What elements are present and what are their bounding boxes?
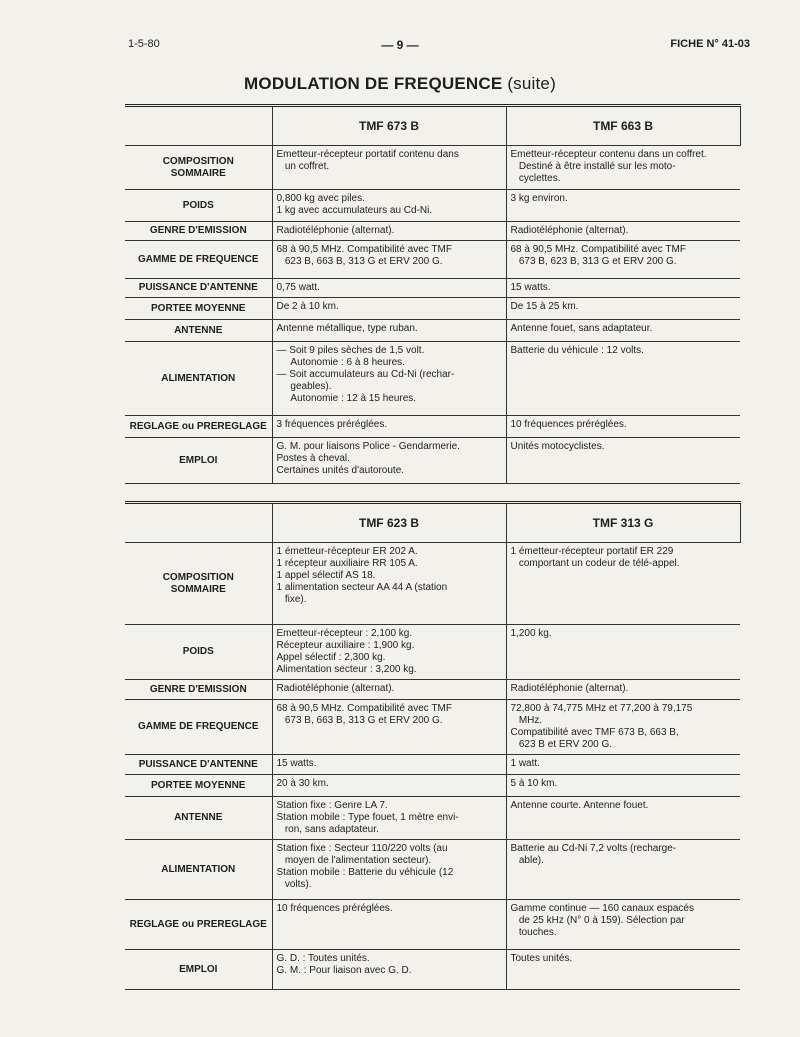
table-row <box>125 279 740 298</box>
spec-value: Radiotéléphonie (alternat). <box>506 680 740 700</box>
table-corner <box>125 106 272 146</box>
spec-value: 3 fréquences préréglées. <box>272 416 506 438</box>
spec-value: Radiotéléphonie (alternat). <box>272 222 506 241</box>
spec-value: De 15 à 25 km. <box>506 298 740 320</box>
table-row <box>125 543 740 625</box>
table-row <box>125 438 740 484</box>
table-row <box>125 342 740 416</box>
spec-value: Unités motocyclistes. <box>506 438 740 484</box>
row-label: POIDS <box>125 190 272 222</box>
spec-value: Batterie du véhicule : 12 volts. <box>506 342 740 416</box>
spec-value: 10 fréquences préréglées. <box>272 900 506 950</box>
row-label: PUISSANCE D'ANTENNE <box>125 279 272 298</box>
spec-value: 68 à 90,5 MHz. Compatibilité avec TMF 673 B, 623 B, 313 G et ERV 200 G. <box>506 241 740 279</box>
spec-value: 0,800 kg avec piles. 1 kg avec accumulateurs au Cd-Ni. <box>272 190 506 222</box>
row-label: ANTENNE <box>125 797 272 840</box>
spec-value: Emetteur-récepteur contenu dans un coffret. Destiné à être installé sur les moto- cyclettes. <box>506 146 740 190</box>
row-label: ALIMENTATION <box>125 342 272 416</box>
spec-value: 68 à 90,5 MHz. Compatibilité avec TMF 673 B, 663 B, 313 G et ERV 200 G. <box>272 700 506 755</box>
spec-value: De 2 à 10 km. <box>272 298 506 320</box>
row-label: REGLAGE ou PREREGLAGE <box>125 900 272 950</box>
row-label: GENRE D'EMISSION <box>125 680 272 700</box>
spec-value: Antenne fouet, sans adaptateur. <box>506 320 740 342</box>
spec-value: Gamme continue — 160 canaux espacés de 25 kHz (N° 0 à 159). Sélection par touches. <box>506 900 740 950</box>
row-label: EMPLOI <box>125 438 272 484</box>
table-row <box>125 625 740 680</box>
row-label: GAMME DE FREQUENCE <box>125 700 272 755</box>
spec-value: 1 watt. <box>506 755 740 775</box>
model-header: TMF 313 G <box>506 503 740 543</box>
table-row <box>125 320 740 342</box>
row-label: PORTEE MOYENNE <box>125 775 272 797</box>
table-row <box>125 797 740 840</box>
spec-value: 15 watts. <box>272 755 506 775</box>
spec-value: 10 fréquences préréglées. <box>506 416 740 438</box>
row-label: ALIMENTATION <box>125 840 272 900</box>
table-row <box>125 222 740 241</box>
spec-value: 3 kg environ. <box>506 190 740 222</box>
title-suite: (suite) <box>507 74 556 93</box>
model-header: TMF 663 B <box>506 106 740 146</box>
spec-value: Radiotéléphonie (alternat). <box>506 222 740 241</box>
row-label: GAMME DE FREQUENCE <box>125 241 272 279</box>
spec-value: Batterie au Cd-Ni 7,2 volts (recharge- able). <box>506 840 740 900</box>
row-label: COMPOSITION SOMMAIRE <box>125 543 272 625</box>
table-row <box>125 950 740 990</box>
spec-value: 20 à 30 km. <box>272 775 506 797</box>
spec-value: 72,800 à 74,775 MHz et 77,200 à 79,175 MHz. Compatibilité avec TMF 673 B, 663 B, 623 B et ERV 200 G. <box>506 700 740 755</box>
spec-value: 1,200 kg. <box>506 625 740 680</box>
spec-value: 5 à 10 km. <box>506 775 740 797</box>
row-label: POIDS <box>125 625 272 680</box>
model-header: TMF 673 B <box>272 106 506 146</box>
spec-value: Radiotéléphonie (alternat). <box>272 680 506 700</box>
title-main: MODULATION DE FREQUENCE <box>244 74 503 93</box>
spec-value: Toutes unités. <box>506 950 740 990</box>
table-corner <box>125 503 272 543</box>
table-row <box>125 840 740 900</box>
model-header: TMF 623 B <box>272 503 506 543</box>
fiche-number: FICHE N° 41-03 <box>670 38 750 50</box>
table-row <box>125 146 740 190</box>
page-number: — 9 — <box>381 38 419 52</box>
spec-value: Emetteur-récepteur portatif contenu dans un coffret. <box>272 146 506 190</box>
row-label: COMPOSITION SOMMAIRE <box>125 146 272 190</box>
spec-value: 0,75 watt. <box>272 279 506 298</box>
page-title <box>0 74 800 94</box>
table-row <box>125 190 740 222</box>
spec-value: 15 watts. <box>506 279 740 298</box>
row-label: REGLAGE ou PREREGLAGE <box>125 416 272 438</box>
spec-value: Station fixe : Genre LA 7. Station mobile : Type fouet, 1 mètre envi- ron, sans adaptateur. <box>272 797 506 840</box>
table-row <box>125 775 740 797</box>
table-row <box>125 700 740 755</box>
spec-value: 68 à 90,5 MHz. Compatibilité avec TMF 623 B, 663 B, 313 G et ERV 200 G. <box>272 241 506 279</box>
spec-value: 1 émetteur-récepteur portatif ER 229 comportant un codeur de télé-appel. <box>506 543 740 625</box>
spec-value: G. M. pour liaisons Police - Gendarmerie. Postes à cheval. Certaines unités d'autoroute. <box>272 438 506 484</box>
row-label: GENRE D'EMISSION <box>125 222 272 241</box>
spec-table-1 <box>125 104 741 484</box>
spec-value: Antenne courte. Antenne fouet. <box>506 797 740 840</box>
spec-table-2 <box>125 501 741 990</box>
spec-value: 1 émetteur-récepteur ER 202 A. 1 récepteur auxiliaire RR 105 A. 1 appel sélectif AS 18. 1 alimentation secteur AA 44 A (station fixe). <box>272 543 506 625</box>
row-label: ANTENNE <box>125 320 272 342</box>
table-row <box>125 298 740 320</box>
spec-value: Station fixe : Secteur 110/220 volts (au moyen de l'alimentation secteur). Station mobile : Batterie du véhicule (12 volts). <box>272 840 506 900</box>
spec-value: G. D. : Toutes unités. G. M. : Pour liaison avec G. D. <box>272 950 506 990</box>
table-row <box>125 680 740 700</box>
row-label: EMPLOI <box>125 950 272 990</box>
table-row <box>125 416 740 438</box>
row-label: PUISSANCE D'ANTENNE <box>125 755 272 775</box>
row-label: PORTEE MOYENNE <box>125 298 272 320</box>
spec-value: Antenne métallique, type ruban. <box>272 320 506 342</box>
document-date: 1-5-80 <box>128 38 160 50</box>
spec-value: — Soit 9 piles sèches de 1,5 volt. Autonomie : 6 à 8 heures. — Soit accumulateurs au Cd-Ni (rechar- geables). Autonomie : 12 à 15 heures. <box>272 342 506 416</box>
spec-value: Emetteur-récepteur : 2,100 kg. Récepteur auxiliaire : 1,900 kg. Appel sélectif : 2,300 kg. Alimentation secteur : 3,200 kg. <box>272 625 506 680</box>
table-row <box>125 900 740 950</box>
table-row <box>125 755 740 775</box>
table-row <box>125 241 740 279</box>
